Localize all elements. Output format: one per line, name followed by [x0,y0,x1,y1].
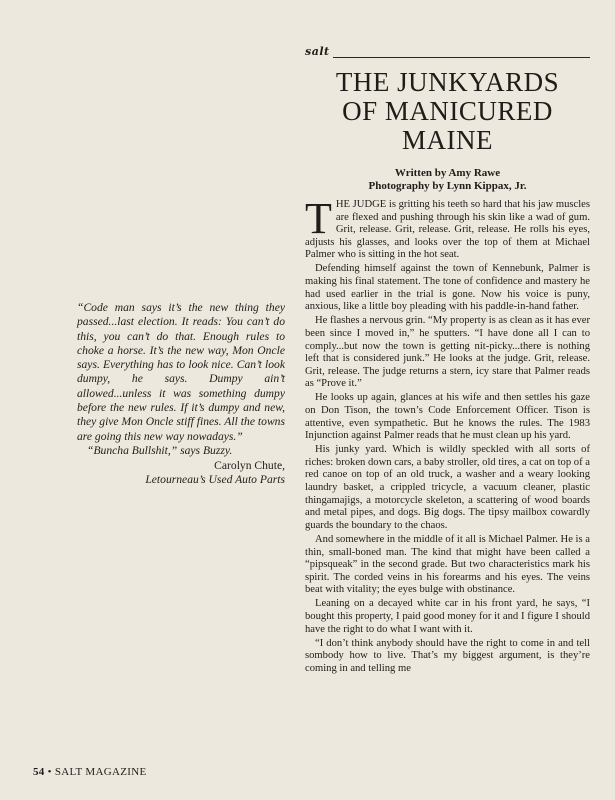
footer-separator: • [47,766,52,778]
article-paragraph: Defending himself against the town of Kennebunk, Palmer is making his final statement. The tone of confidence and mastery he had used earlier in the trial is gone. Now his voice is puny, anxious, like a little boy pleading with his paddle-in-hand father. [305,263,590,313]
masthead [305,45,590,63]
article-paragraph: He flashes a nervous grin. “My property is as clean as it has ever been since I moved in,” he sputters. “I have done all I can to comply...but now the town is getting nit-picky...there is nothing left that is considered junk.” He looks at the judge. Grit, release. Grit, release. The judge returns a stern, icy stare that Palmer reads as “Prove it.” [305,315,590,390]
paragraph-text: HE JUDGE is gritting his teeth so hard that his jaw muscles are flexed and pushing through his skin like a wad of gum. Grit, release. Grit, release. Grit, release. He rolls his eyes, adjusts his glasses, and looks over the top of them at Michael Palmer who is sitting in the hot seat. [305,199,590,261]
page-number: 54 [33,766,45,778]
title-line-3: MAINE [402,125,493,155]
article-paragraph: His junky yard. Which is wildly speckled with all sorts of riches: broken down cars, a baby stroller, old tires, a cat on top of a red canoe on top of an old truck, a washer and a weary looking laundry basket, a crippled tricycle, a vacuum cleaner, plastic thingamajigs, a motorcycle skeleton, a scattering of wood boards and metal pipes, and dogs. Big dogs. The tipsy mailbox cowardly guards the boundary to the chaos. [305,444,590,531]
byline-photographer: Photography by Lynn Kippax, Jr. [368,180,527,192]
title-line-1: THE JUNKYARDS [335,67,560,97]
salt-logo: salt [305,45,330,58]
page-footer [33,766,147,778]
pull-quote-attribution [77,459,285,487]
publication-name: SALT MAGAZINE [54,766,147,778]
masthead-rule [333,57,590,58]
article-paragraph: And somewhere in the middle of it all is Michael Palmer. He is a thin, small-boned man. The kind that might have been called a “pipsqueak” in the second grade. But two characteristics mark his spirit. The corded veins in his forearms and his eyes. The veins beat with vitality; the eyes bulge with obstinance. [305,533,590,596]
article-paragraph: He looks up again, glances at his wife and then settles his gaze on Don Tison, the town’s Code Enforcement Officer. Tison is attentive, even sympathetic. But he knows the rules. The 1983 Injunction against Palmer reads that he must clean up his yard. [305,392,590,442]
quote-author: Carolyn Chute, [214,459,285,473]
article-credits [305,167,590,193]
byline-writer: Written by Amy Rawe [394,167,501,179]
pull-quote-text: “Code man says it’s the new thing they passed...last election. It reads: You can’t do this, you can’t do that. Enough rules to choke a horse. It’s the new way, Mon Oncle says. Everything has to look nice. Can’t look dumpy, he says. Dumpy ain’t allowed...unless it was something dumpy before the new rules. If it’s dumpy and new, they give Mon Oncle stiff fines. All the towns are going this new way nowadays.” [77,301,285,443]
drop-cap: T [305,194,332,243]
quote-source: Letourneau’s Used Auto Parts [145,473,285,487]
pull-quote-text-2: “Buncha Bullshit,” says Buzzy. [87,443,233,457]
article-paragraph: Leaning on a decayed white car in his front yard, he says, “I bought this property, I paid good money for it and I figure I should have the right to do what I want with it. [305,598,590,635]
pull-quote [77,301,285,487]
article-body [305,194,590,677]
title-line-2: OF MANICURED [342,96,553,126]
article-paragraph: “I don’t think anybody should have the right to come in and tell sombody how to live. That’s my biggest argument, is they’re coming in and telling me [305,637,590,674]
article-paragraph [305,194,590,262]
article-title [305,68,590,155]
